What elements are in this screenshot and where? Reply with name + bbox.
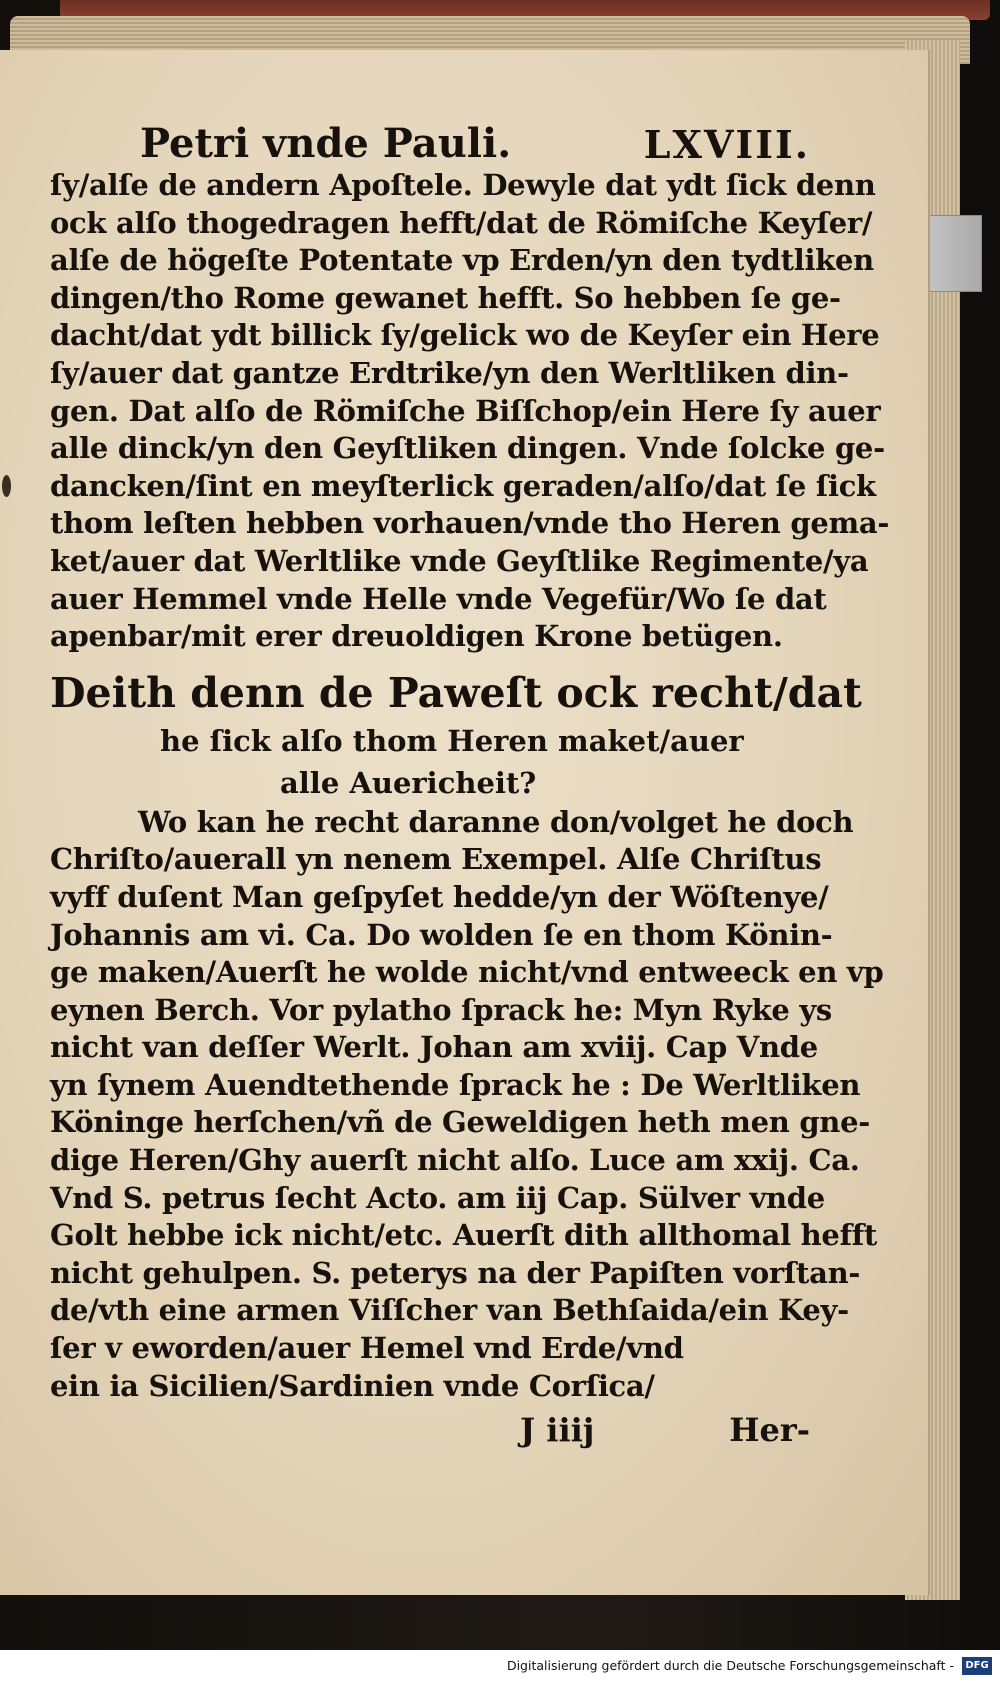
catchword: Her- [729,1411,810,1450]
text-line: ge maken/Auerſt he wolde nicht/vnd entweeck en vp [50,955,884,990]
text-line: auer Hemmel vnde Helle vnde Vegefür/Wo ſe dat [50,581,827,616]
text-line: Chriſto/auerall yn nenem Exempel. Alſe Chriſtus [50,842,822,877]
text-block-2 [50,804,884,1406]
text-line: ſy/auer dat gantze Erdtrike/yn den Werltliken din- [50,355,849,390]
text-line: dancken/ſint en meyſterlick geraden/alſo/dat ſe ſick [50,468,876,503]
text-line: dacht/dat ydt billick ſy/gelick wo de Keyſer ein Here [50,318,880,353]
text-line: apenbar/mit erer dreuoldigen Krone betügen. [50,619,783,654]
text-line: thom leſten hebben vorhauen/vnde tho Heren gema- [50,506,890,541]
page-text [50,95,890,1455]
text-line: nicht gehulpen. S. peterys na der Papiſten vorſtan- [50,1255,861,1290]
page-header [50,95,810,167]
footer-bar [0,1650,1000,1685]
dfg-logo: DFG [962,1657,992,1675]
running-head: Petri vnde Pauli. [140,120,512,167]
section-subheading: alle Auericheit? [280,765,537,800]
text-line: ock alſo thogedragen hefft/dat de Römiſche Keyſer/ [50,205,873,240]
text-line: alle dinck/yn den Geyſtliken dingen. Vnde ſolcke ge- [50,431,885,466]
text-line: ſy/alſe de andern Apoſtele. Dewyle dat ydt ſick denn [50,168,876,202]
text-line: nicht van deſſer Werlt. Johan am xviij. Cap Vnde [50,1030,818,1065]
footer-credit: Digitalisierung gefördert durch die Deutsche Forschungsgemeinschaft - [506,1658,954,1673]
text-line: yn ſynem Auendtethende ſprack he : De Werltliken [50,1067,861,1102]
text-line: vyff duſent Man geſpyſet hedde/yn der Wöſtenye/ [50,879,829,914]
text-line: eynen Berch. Vor pylatho ſprack he: Myn Ryke ys [50,992,832,1027]
text-line: alſe de högeſte Potentate vp Erden/yn den tydtliken [50,243,874,278]
text-line: ket/auer dat Werltlike vnde Geyſtlike Regimente/ya [50,543,869,578]
text-line: dingen/tho Rome gewanet hefft. So hebben ſe ge- [50,280,841,315]
text-line: ſer v eworden/auer Hemel vnd Erde/vnd [50,1331,684,1366]
page-footer-marks [50,1405,810,1455]
text-block-1 [50,167,890,656]
paper-hole [2,475,11,497]
text-line: Vnd S. petrus ſecht Acto. am iij Cap. Sülver vnde [50,1180,825,1215]
text-line: de/vth eine armen Viſſcher van Bethſaida/ein Key- [50,1293,849,1328]
text-line-first: Wo kan he recht daranne don/volget he doch [138,804,854,839]
text-line: dige Heren/Ghy auerſt nicht alſo. Luce am xxij. Ca. [50,1143,860,1178]
section-subheading: he ſick alſo thom Heren maket/auer [160,723,744,758]
folio-number: LXVIII. [643,122,810,167]
text-line: Köninge herſchen/vñ de Geweldigen heth men gne- [50,1105,870,1140]
section-heading: Deith denn de Paweſt ock recht/dat [50,668,862,717]
signature-mark: J iiij [520,1411,595,1450]
text-line: Golt hebbe ick nicht/etc. Auerſt dith allthomal hefft [50,1218,878,1253]
text-line: Johannis am vi. Ca. Do wolden ſe en thom Könin- [50,917,833,952]
text-line: ein ia Sicilien/Sardinien vnde Corſica/ [50,1368,655,1403]
text-line: gen. Dat alſo de Römiſche Biſſchop/ein Here ſy auer [50,393,881,428]
